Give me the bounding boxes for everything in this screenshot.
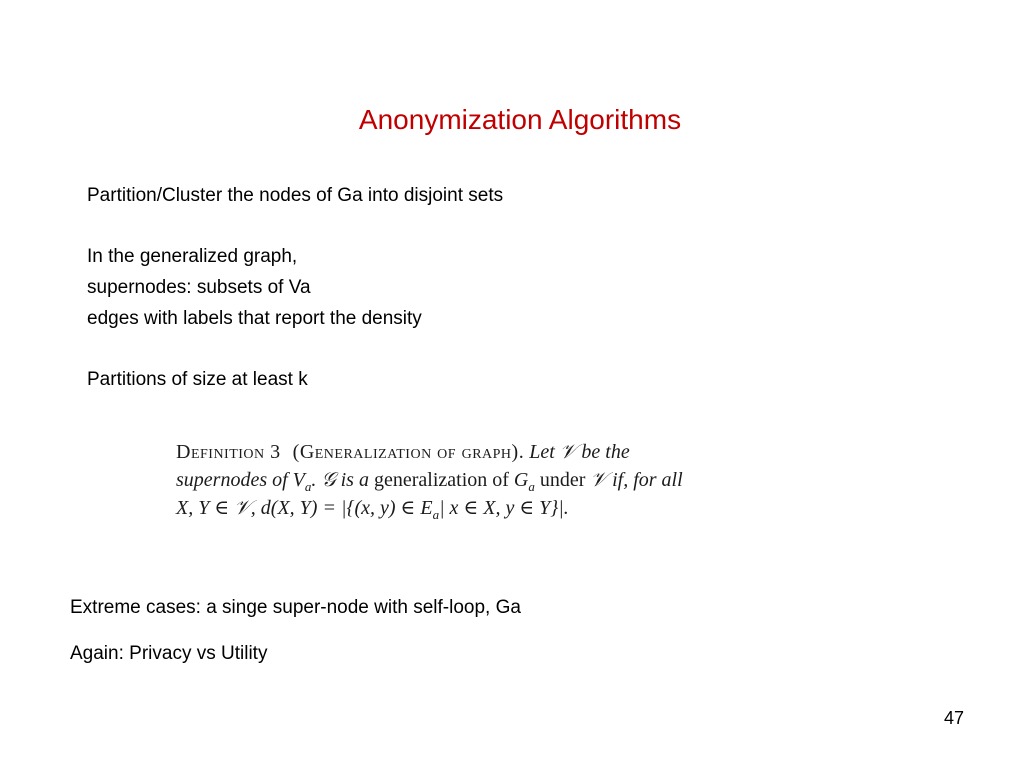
definition-line-1	[176, 439, 630, 465]
definition-line2-d: G	[513, 469, 529, 491]
body-line-edges: edges with labels that report the density	[87, 308, 422, 329]
definition-line1-rest: Let 𝒱 be the	[529, 441, 630, 463]
slide-title: Anonymization Algorithms	[358, 104, 682, 135]
definition-line3-end: | x ∈ X, y ∈ Y}|.	[439, 497, 569, 519]
definition-line3-sub: a	[432, 507, 440, 522]
footer-line-extreme-cases: Extreme cases: a singe super-node with self-loop, Ga	[70, 597, 521, 618]
definition-line2-a: supernodes of V	[176, 469, 305, 491]
definition-line2-b: . 𝒢 is a	[311, 469, 369, 491]
body-line-partition-size: Partitions of size at least k	[87, 369, 308, 390]
definition-line-3	[176, 495, 569, 528]
definition-head: Definition 3	[176, 441, 281, 463]
definition-line2-e: under	[539, 469, 586, 491]
definition-line2-d-sub: a	[528, 479, 535, 494]
definition-line2-c: generalization of	[373, 469, 509, 491]
body-line-generalized-graph: In the generalized graph,	[87, 246, 298, 267]
body-line-partition: Partition/Cluster the nodes of Ga into disjoint sets	[87, 185, 504, 206]
page-number: 47	[943, 708, 964, 728]
body-line-supernodes: supernodes: subsets of Va	[87, 277, 311, 298]
definition-line3: X, Y ∈ 𝒱, d(X, Y) = |{(x, y) ∈ E	[176, 497, 433, 519]
definition-image	[176, 439, 786, 523]
definition-line2-a-sub: a	[304, 479, 312, 494]
definition-head-paren: (Generalization of graph).	[292, 441, 525, 463]
footer-line-privacy-utility: Again: Privacy vs Utility	[70, 643, 268, 664]
definition-line2-f: 𝒱 if, for all	[590, 469, 683, 491]
